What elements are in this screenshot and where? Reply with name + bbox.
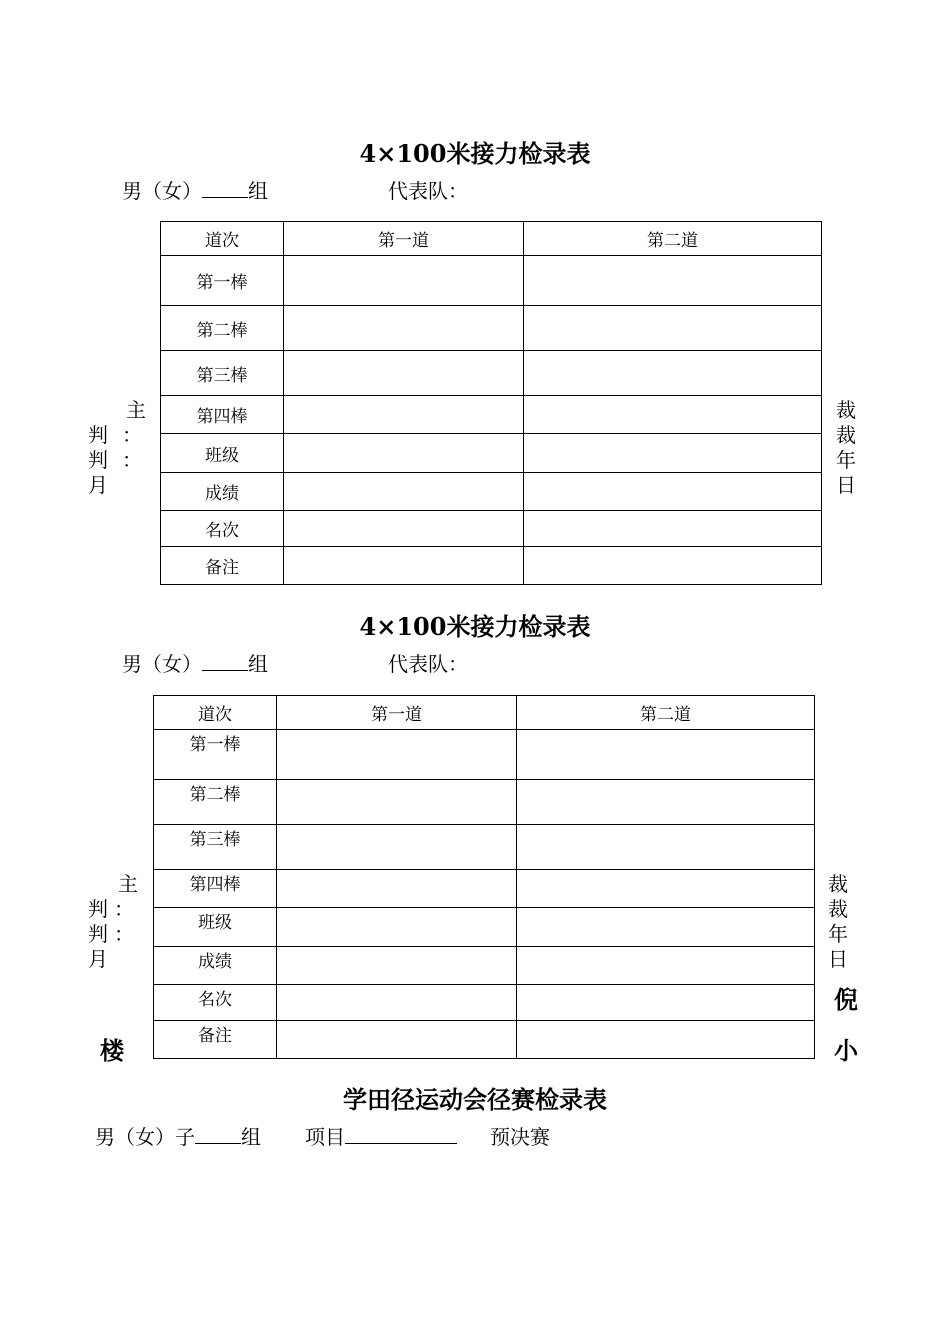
header-lane: 道次 — [161, 222, 284, 256]
table-row — [154, 908, 815, 947]
cell-lane-2[interactable] — [517, 825, 815, 870]
cell-lane-2[interactable] — [517, 985, 815, 1021]
form2-left-pan-2: 判 — [88, 922, 108, 946]
table-row — [154, 870, 815, 908]
cell-lane-1[interactable] — [284, 511, 524, 547]
table-row — [154, 825, 815, 870]
cell-lane-1[interactable] — [284, 547, 524, 585]
cell-lane-1[interactable] — [277, 780, 517, 825]
cell-lane-1[interactable] — [284, 351, 524, 396]
form3-title: 学田径运动会径赛检录表 — [343, 1085, 607, 1114]
row-label: 第一棒 — [161, 256, 284, 306]
form2-left-yue: 月 — [88, 947, 108, 971]
table-row — [161, 306, 822, 351]
table-row — [154, 1021, 815, 1059]
form1-group-line — [122, 175, 268, 204]
form1-right-cai-2: 裁 — [836, 423, 856, 447]
form3-group-line — [95, 1121, 261, 1150]
form1-group-label: 组 — [248, 179, 268, 203]
cell-lane-1[interactable] — [284, 473, 524, 511]
row-label: 名次 — [154, 985, 277, 1021]
form2-right-cai-2: 裁 — [828, 897, 848, 921]
form3-gender-label: 男（女）子 — [95, 1125, 195, 1149]
form2-left-zhu: 主 — [118, 872, 138, 896]
form2-right-ni: 倪 — [834, 985, 858, 1014]
form1-group-blank[interactable] — [202, 179, 248, 198]
table-row — [161, 547, 822, 585]
form2-left-pan-1: 判 — [88, 897, 108, 921]
table-row — [154, 985, 815, 1021]
cell-lane-1[interactable] — [284, 306, 524, 351]
form1-right-cai-1: 裁 — [836, 398, 856, 422]
cell-lane-2[interactable] — [524, 351, 822, 396]
form3-group-label: 组 — [241, 1125, 261, 1149]
form2-right-xiao: 小 — [834, 1036, 858, 1065]
row-label: 班级 — [154, 908, 277, 947]
row-label: 第二棒 — [154, 780, 277, 825]
form3-item-label: 项目 — [305, 1125, 345, 1149]
row-label: 班级 — [161, 434, 284, 473]
table-row — [161, 473, 822, 511]
cell-lane-2[interactable] — [517, 947, 815, 985]
cell-lane-1[interactable] — [277, 985, 517, 1021]
form2-right-ri: 日 — [828, 947, 848, 971]
row-label: 第三棒 — [161, 351, 284, 396]
cell-lane-1[interactable] — [277, 870, 517, 908]
row-label: 第四棒 — [154, 870, 277, 908]
table-row — [154, 780, 815, 825]
form1-title: 4×100米接力检录表 — [359, 139, 591, 168]
header-lane: 道次 — [154, 696, 277, 730]
cell-lane-2[interactable] — [517, 780, 815, 825]
cell-lane-2[interactable] — [524, 306, 822, 351]
header-lane-1: 第一道 — [284, 222, 524, 256]
form1-left-pan-1: 判 — [88, 423, 108, 447]
table-row — [161, 511, 822, 547]
cell-lane-2[interactable] — [524, 473, 822, 511]
cell-lane-1[interactable] — [284, 396, 524, 434]
form1-left-zhu: 主 — [126, 398, 146, 422]
cell-lane-1[interactable] — [277, 947, 517, 985]
form1-right-ri: 日 — [836, 473, 856, 497]
cell-lane-1[interactable] — [284, 434, 524, 473]
form2-table — [153, 695, 815, 1059]
form2-right-cai-1: 裁 — [828, 872, 848, 896]
cell-lane-1[interactable] — [277, 825, 517, 870]
form2-group-blank[interactable] — [202, 652, 248, 671]
table-row — [154, 947, 815, 985]
cell-lane-2[interactable] — [524, 256, 822, 306]
row-label: 成绩 — [161, 473, 284, 511]
row-label: 第二棒 — [161, 306, 284, 351]
table-header-row — [154, 696, 815, 730]
table-row — [161, 351, 822, 396]
header-lane-1: 第一道 — [277, 696, 517, 730]
form1-gender-label: 男（女） — [122, 179, 202, 203]
header-lane-2: 第二道 — [517, 696, 815, 730]
table-header-row — [161, 222, 822, 256]
form3-group-blank[interactable] — [195, 1125, 241, 1144]
form1-left-pan-2: 判 — [88, 448, 108, 472]
form2-left-lou: 楼 — [100, 1036, 124, 1065]
cell-lane-2[interactable] — [517, 908, 815, 947]
row-label: 第一棒 — [154, 730, 277, 780]
form1-right-nian: 年 — [836, 448, 856, 472]
form1-left-yue: 月 — [88, 473, 108, 497]
form2-right-nian: 年 — [828, 922, 848, 946]
form2-left-colon-1: ： — [114, 897, 134, 921]
form3-item-line — [305, 1121, 457, 1150]
cell-lane-2[interactable] — [524, 396, 822, 434]
row-label: 第四棒 — [161, 396, 284, 434]
form1-left-colon-2: ： — [122, 448, 142, 472]
row-label: 第三棒 — [154, 825, 277, 870]
table-row — [161, 396, 822, 434]
cell-lane-1[interactable] — [277, 1021, 517, 1059]
form1-team-label: 代表队： — [388, 179, 468, 203]
cell-lane-2[interactable] — [517, 730, 815, 780]
cell-lane-2[interactable] — [524, 511, 822, 547]
form2-gender-label: 男（女） — [122, 652, 202, 676]
table-row — [161, 434, 822, 473]
form2-title: 4×100米接力检录表 — [359, 612, 591, 641]
cell-lane-2[interactable] — [524, 547, 822, 585]
header-lane-2: 第二道 — [524, 222, 822, 256]
cell-lane-2[interactable] — [524, 434, 822, 473]
table-row — [161, 256, 822, 306]
form2-team-label: 代表队： — [388, 652, 468, 676]
form2-left-colon-2: ： — [114, 922, 134, 946]
table-row — [154, 730, 815, 780]
form2-group-line — [122, 648, 268, 677]
form1-table — [160, 221, 822, 585]
form3-stage-label: 预决赛 — [490, 1125, 550, 1149]
form1-left-colon-1: ： — [122, 423, 142, 447]
row-label: 备注 — [154, 1021, 277, 1059]
cell-lane-2[interactable] — [517, 1021, 815, 1059]
cell-lane-1[interactable] — [284, 256, 524, 306]
cell-lane-1[interactable] — [277, 730, 517, 780]
row-label: 备注 — [161, 547, 284, 585]
form3-item-blank[interactable] — [345, 1125, 457, 1144]
row-label: 名次 — [161, 511, 284, 547]
row-label: 成绩 — [154, 947, 277, 985]
cell-lane-2[interactable] — [517, 870, 815, 908]
cell-lane-1[interactable] — [277, 908, 517, 947]
form2-group-label: 组 — [248, 652, 268, 676]
